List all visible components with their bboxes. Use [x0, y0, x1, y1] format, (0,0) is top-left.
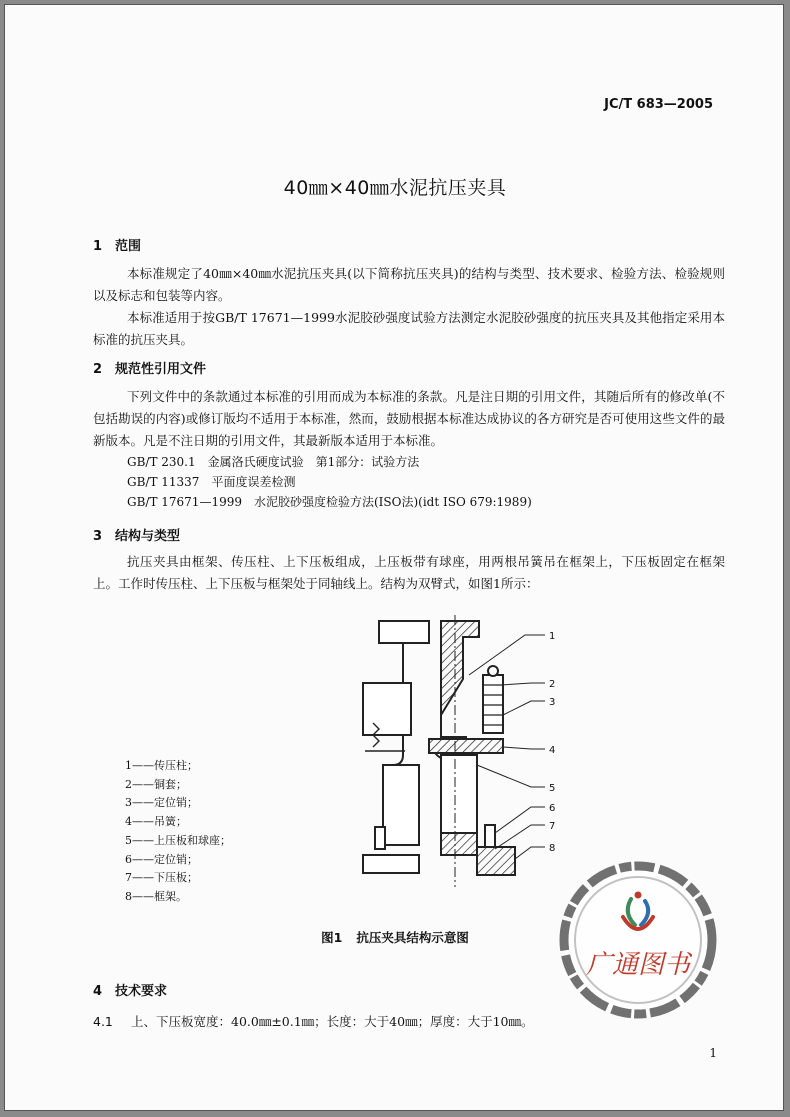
frame-left-block	[363, 683, 411, 735]
section-2-heading	[93, 358, 206, 377]
reference-item: GB/T 17671—1999 水泥胶砂强度检验方法(ISO法)(idt ISO 679:1989)	[127, 495, 532, 509]
frame-left-arm	[393, 735, 403, 765]
figure-legend	[125, 757, 231, 907]
document-title: 40㎜×40㎜水泥抗压夹具	[283, 177, 507, 199]
section-title: 范围	[115, 239, 142, 254]
frame-top-cap	[379, 621, 429, 643]
paragraph: 本标准规定了40㎜×40㎜水泥抗压夹具(以下简称抗压夹具)的结构与类型、技术要求、检验方法、检验规则以及标志和包装等内容。	[93, 266, 725, 303]
legend-item: 4——吊簧；	[125, 815, 187, 829]
figure-caption-text: 抗压夹具结构示意图	[356, 930, 469, 945]
legend-item: 8——框架。	[125, 889, 187, 903]
section-4-heading	[93, 980, 167, 999]
section-number: 2	[93, 362, 103, 377]
callout-5: 5	[549, 783, 556, 794]
legend-item: 6——定位销；	[125, 852, 198, 866]
fixture-structure-figure	[345, 615, 565, 890]
reference-item: GB/T 230.1 金属洛氏硬度试验 第1部分：试验方法	[127, 455, 420, 469]
callout-1: 1	[549, 631, 556, 642]
positioning-pin-bottom	[485, 825, 495, 847]
paragraph: 抗压夹具由框架、传压柱、上下压板组成，上压板带有球座，用两根吊簧吊在框架上，下压板固定在框架上。工作时传压柱、上下压板与框架处于同轴线上。结构为双臂式，如图1所示：	[93, 554, 725, 591]
clause-text: 上、下压板宽度：40.0㎜±0.1㎜；长度：大于40㎜；厚度：大于10㎜。	[131, 1014, 534, 1029]
figure-number: 图1	[321, 930, 343, 945]
legend-item: 1——传压柱；	[125, 759, 198, 772]
callout-6: 6	[549, 803, 556, 814]
legend-item: 2——铜套；	[125, 777, 187, 791]
frame-left-lower	[383, 765, 419, 845]
document-page	[4, 4, 784, 1111]
positioning-pin-top	[488, 666, 498, 676]
reference-item: GB/T 11337 平面度误差检测	[127, 475, 296, 489]
section-1-heading	[93, 235, 141, 254]
section-3-heading	[93, 525, 180, 544]
standard-number: JC/T 683—2005	[604, 97, 713, 112]
section-title: 结构与类型	[115, 529, 181, 544]
callout-4: 4	[549, 745, 556, 756]
paragraph: 下列文件中的条款通过本标准的引用而成为本标准的条款。凡是注日期的引用文件，其随后所有的修改单(不包括勘误的内容)或修订版均不适用于本标准，然而，鼓励根据本标准达成协议的各方研究是否可使用这些文件的最新版本。凡是不注日期的引用文件，其最新版本适用于本标准。	[93, 389, 725, 448]
positioning-pin-left	[375, 827, 385, 849]
frame-left-foot	[363, 855, 419, 873]
watermark-text: 广通图书	[585, 950, 691, 980]
legend-item: 5——上压板和球座；	[125, 833, 231, 847]
section-number: 1	[93, 239, 103, 254]
paragraph: 本标准适用于按GB/T 17671—1999水泥胶砂强度试验方法测定水泥胶砂强度的抗压夹具及其他指定采用本标准的抗压夹具。	[93, 310, 725, 347]
callout-3: 3	[549, 697, 556, 708]
watermark-logo	[553, 855, 723, 1025]
section-title: 规范性引用文件	[115, 362, 207, 377]
section-title: 技术要求	[115, 984, 168, 999]
pressure-column-base	[441, 715, 467, 737]
upper-press-plate	[429, 739, 503, 753]
frame-base	[477, 847, 515, 875]
legend-item: 3——定位销；	[125, 796, 198, 810]
clause-4-1	[93, 1012, 534, 1030]
clause-number: 4.1	[93, 1014, 113, 1029]
page-number: 1	[709, 1046, 717, 1060]
legend-item: 7——下压板；	[125, 871, 198, 885]
copper-sleeve	[483, 675, 503, 733]
callout-8: 8	[549, 843, 556, 854]
lower-press-plate	[441, 833, 477, 855]
section-number: 3	[93, 529, 103, 544]
pressure-column	[441, 621, 479, 715]
callout-7: 7	[549, 821, 556, 832]
section-number: 4	[93, 984, 103, 999]
callout-2: 2	[549, 679, 556, 690]
